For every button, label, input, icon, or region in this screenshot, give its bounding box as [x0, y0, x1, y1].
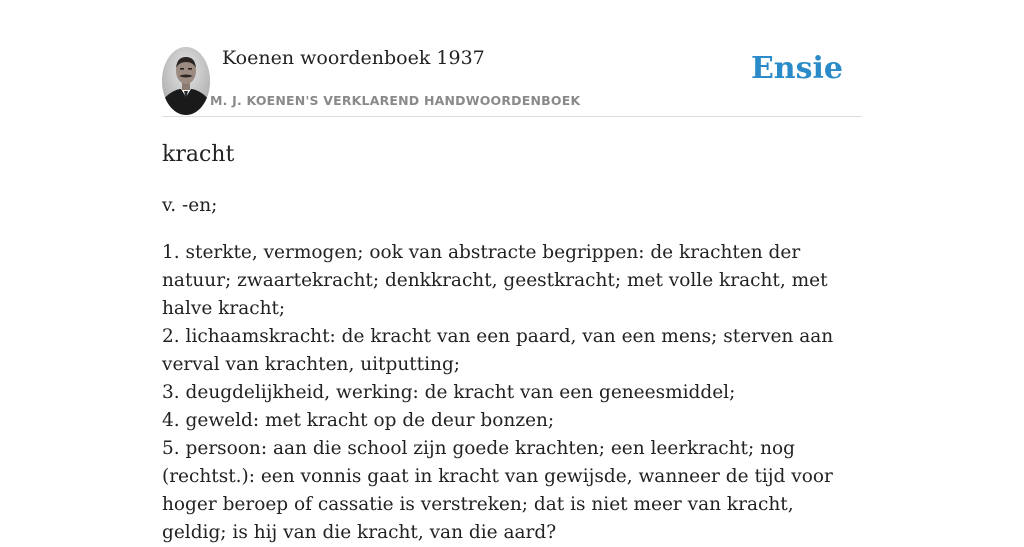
- definition-list: [162, 239, 862, 547]
- entry-grammar: v. -en;: [162, 195, 218, 216]
- ensie-logo[interactable]: Ensie: [750, 51, 843, 86]
- dictionary-title[interactable]: Koenen woordenboek 1937: [222, 47, 485, 69]
- author-portrait: [162, 47, 210, 115]
- dictionary-header: [162, 0, 862, 117]
- definition-item: 1. sterkte, vermogen; ook van abstracte begrippen: de krachten der natuur; zwaartekracht; denkkracht, geestkracht; met volle kracht, met halve kracht;: [162, 242, 828, 319]
- page: [162, 0, 862, 543]
- definition-item: 4. geweld: met kracht op de deur bonzen;: [162, 410, 555, 431]
- definition-item: 2. lichaamskracht: de kracht van een paard, van een mens; sterven aan verval van krachten, uitputting;: [162, 326, 834, 375]
- entry-headword: kracht: [162, 142, 235, 167]
- author-portrait-image: [162, 47, 210, 115]
- definition-item: 3. deugdelijkheid, werking: de kracht van een geneesmiddel;: [162, 382, 736, 403]
- dictionary-subtitle: M. J. KOENEN'S VERKLAREND HANDWOORDENBOEK: [210, 93, 581, 108]
- definition-item: 5. persoon: aan die school zijn goede krachten; een leerkracht; nog (rechtst.): een vonnis gaat in kracht van gewijsde, wanneer de tijd voor hoger beroep of cassatie is verstreken; dat is niet meer van kracht, geldig; is hij van die kracht, van die aard?: [162, 438, 833, 543]
